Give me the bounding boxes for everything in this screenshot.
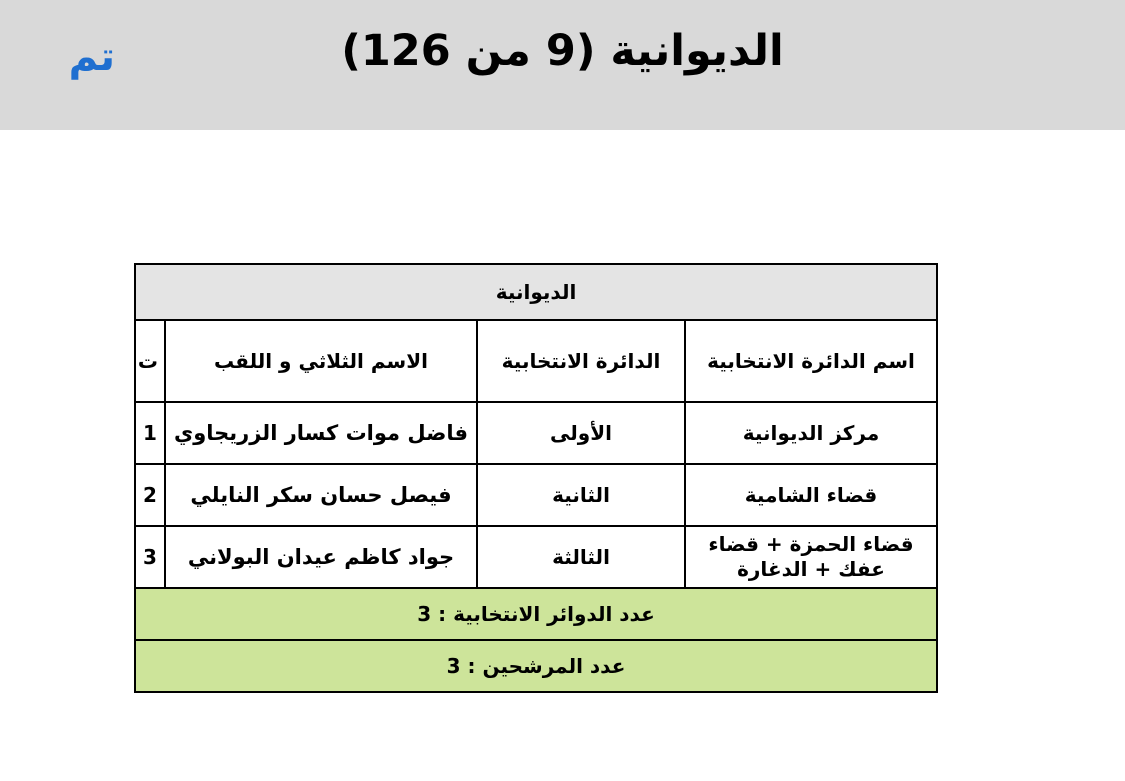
cell-full-name: جواد كاظم عيدان البولاني <box>165 526 477 588</box>
table-header-row <box>135 320 937 402</box>
column-header-district: الدائرة الانتخابية <box>477 320 685 402</box>
summary-row-candidates <box>135 640 937 692</box>
table-caption: الديوانية <box>135 264 937 320</box>
cell-full-name: فاضل موات كسار الزريجاوي <box>165 402 477 464</box>
table-row <box>135 526 937 588</box>
summary-districts-count: عدد الدوائر الانتخابية : 3 <box>135 588 937 640</box>
table-caption-row <box>135 264 937 320</box>
done-button[interactable]: تم <box>68 34 115 80</box>
column-header-district-name: اسم الدائرة الانتخابية <box>685 320 937 402</box>
cell-district: الأولى <box>477 402 685 464</box>
cell-district-name: قضاء الشامية <box>685 464 937 526</box>
cell-district-name: قضاء الحمزة + قضاء عفك + الدغارة <box>685 526 937 588</box>
cell-full-name: فيصل حسان سكر النايلي <box>165 464 477 526</box>
column-header-index: ت <box>135 320 165 402</box>
summary-row-districts <box>135 588 937 640</box>
cell-district-name: مركز الديوانية <box>685 402 937 464</box>
cell-district: الثانية <box>477 464 685 526</box>
cell-index: 1 <box>135 402 165 464</box>
cell-index: 3 <box>135 526 165 588</box>
header-bar <box>0 0 1125 130</box>
candidates-table-wrap <box>136 263 938 693</box>
summary-candidates-count: عدد المرشحين : 3 <box>135 640 937 692</box>
candidates-table <box>134 263 938 693</box>
cell-index: 2 <box>135 464 165 526</box>
page-body <box>0 130 1125 781</box>
cell-district: الثالثة <box>477 526 685 588</box>
table-row <box>135 464 937 526</box>
page-title: الديوانية (9 من 126) <box>341 26 784 76</box>
column-header-full-name: الاسم الثلاثي و اللقب <box>165 320 477 402</box>
table-row <box>135 402 937 464</box>
